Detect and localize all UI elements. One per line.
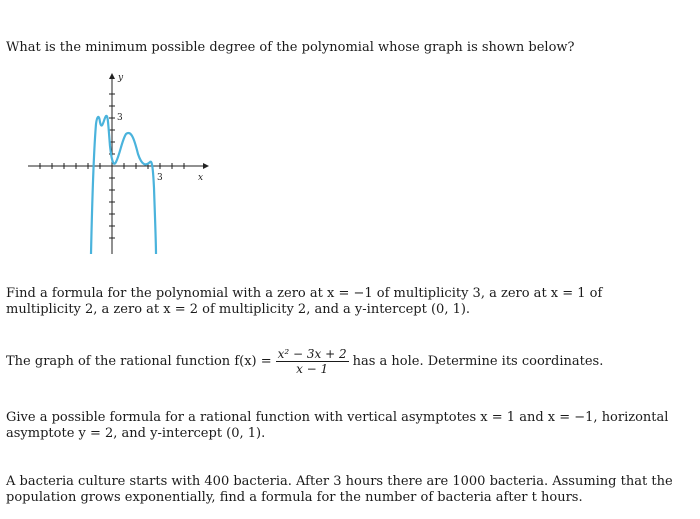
x-tick-label-3: 3 [157,173,163,183]
question-4 [6,410,676,442]
fraction-denominator: x − 1 [296,362,329,376]
question-1 [6,40,676,56]
graph-svg [28,68,214,258]
y-axis-label: y [118,73,124,83]
question-3-text-after: has a hole. Determine its coordinates. [352,354,604,369]
question-3-text-before: The graph of the rational function f(x) = [6,354,272,369]
question-4-text: Give a possible formula for a rational function with vertical asymptotes x = 1 and x = −1, horizontal asymptote y = 2, and y-intercept (0, 1). [6,410,669,441]
question-2 [6,286,676,318]
polynomial-curve [91,116,156,254]
fraction-numerator: x² − 3x + 2 [277,347,347,361]
question-3 [6,347,676,376]
rational-fraction [276,347,349,376]
polynomial-graph [28,68,214,258]
x-axis-label: x [198,173,204,183]
question-2-text: Find a formula for the polynomial with a zero at x = −1 of multiplicity 3, a zero at x = 1 of multiplicity 2, a zero at x = 2 of multiplicity 2, and a y-intercept (0, 1). [6,286,603,317]
question-1-text: What is the minimum possible degree of the polynomial whose graph is shown below? [6,40,575,55]
y-tick-label-3: 3 [117,113,123,123]
question-5-text: A bacteria culture starts with 400 bacteria. After 3 hours there are 1000 bacteria. Assuming that the population grows exponentially, find a formula for the number of bacteria after t hours. [6,474,673,505]
question-5 [6,474,676,506]
